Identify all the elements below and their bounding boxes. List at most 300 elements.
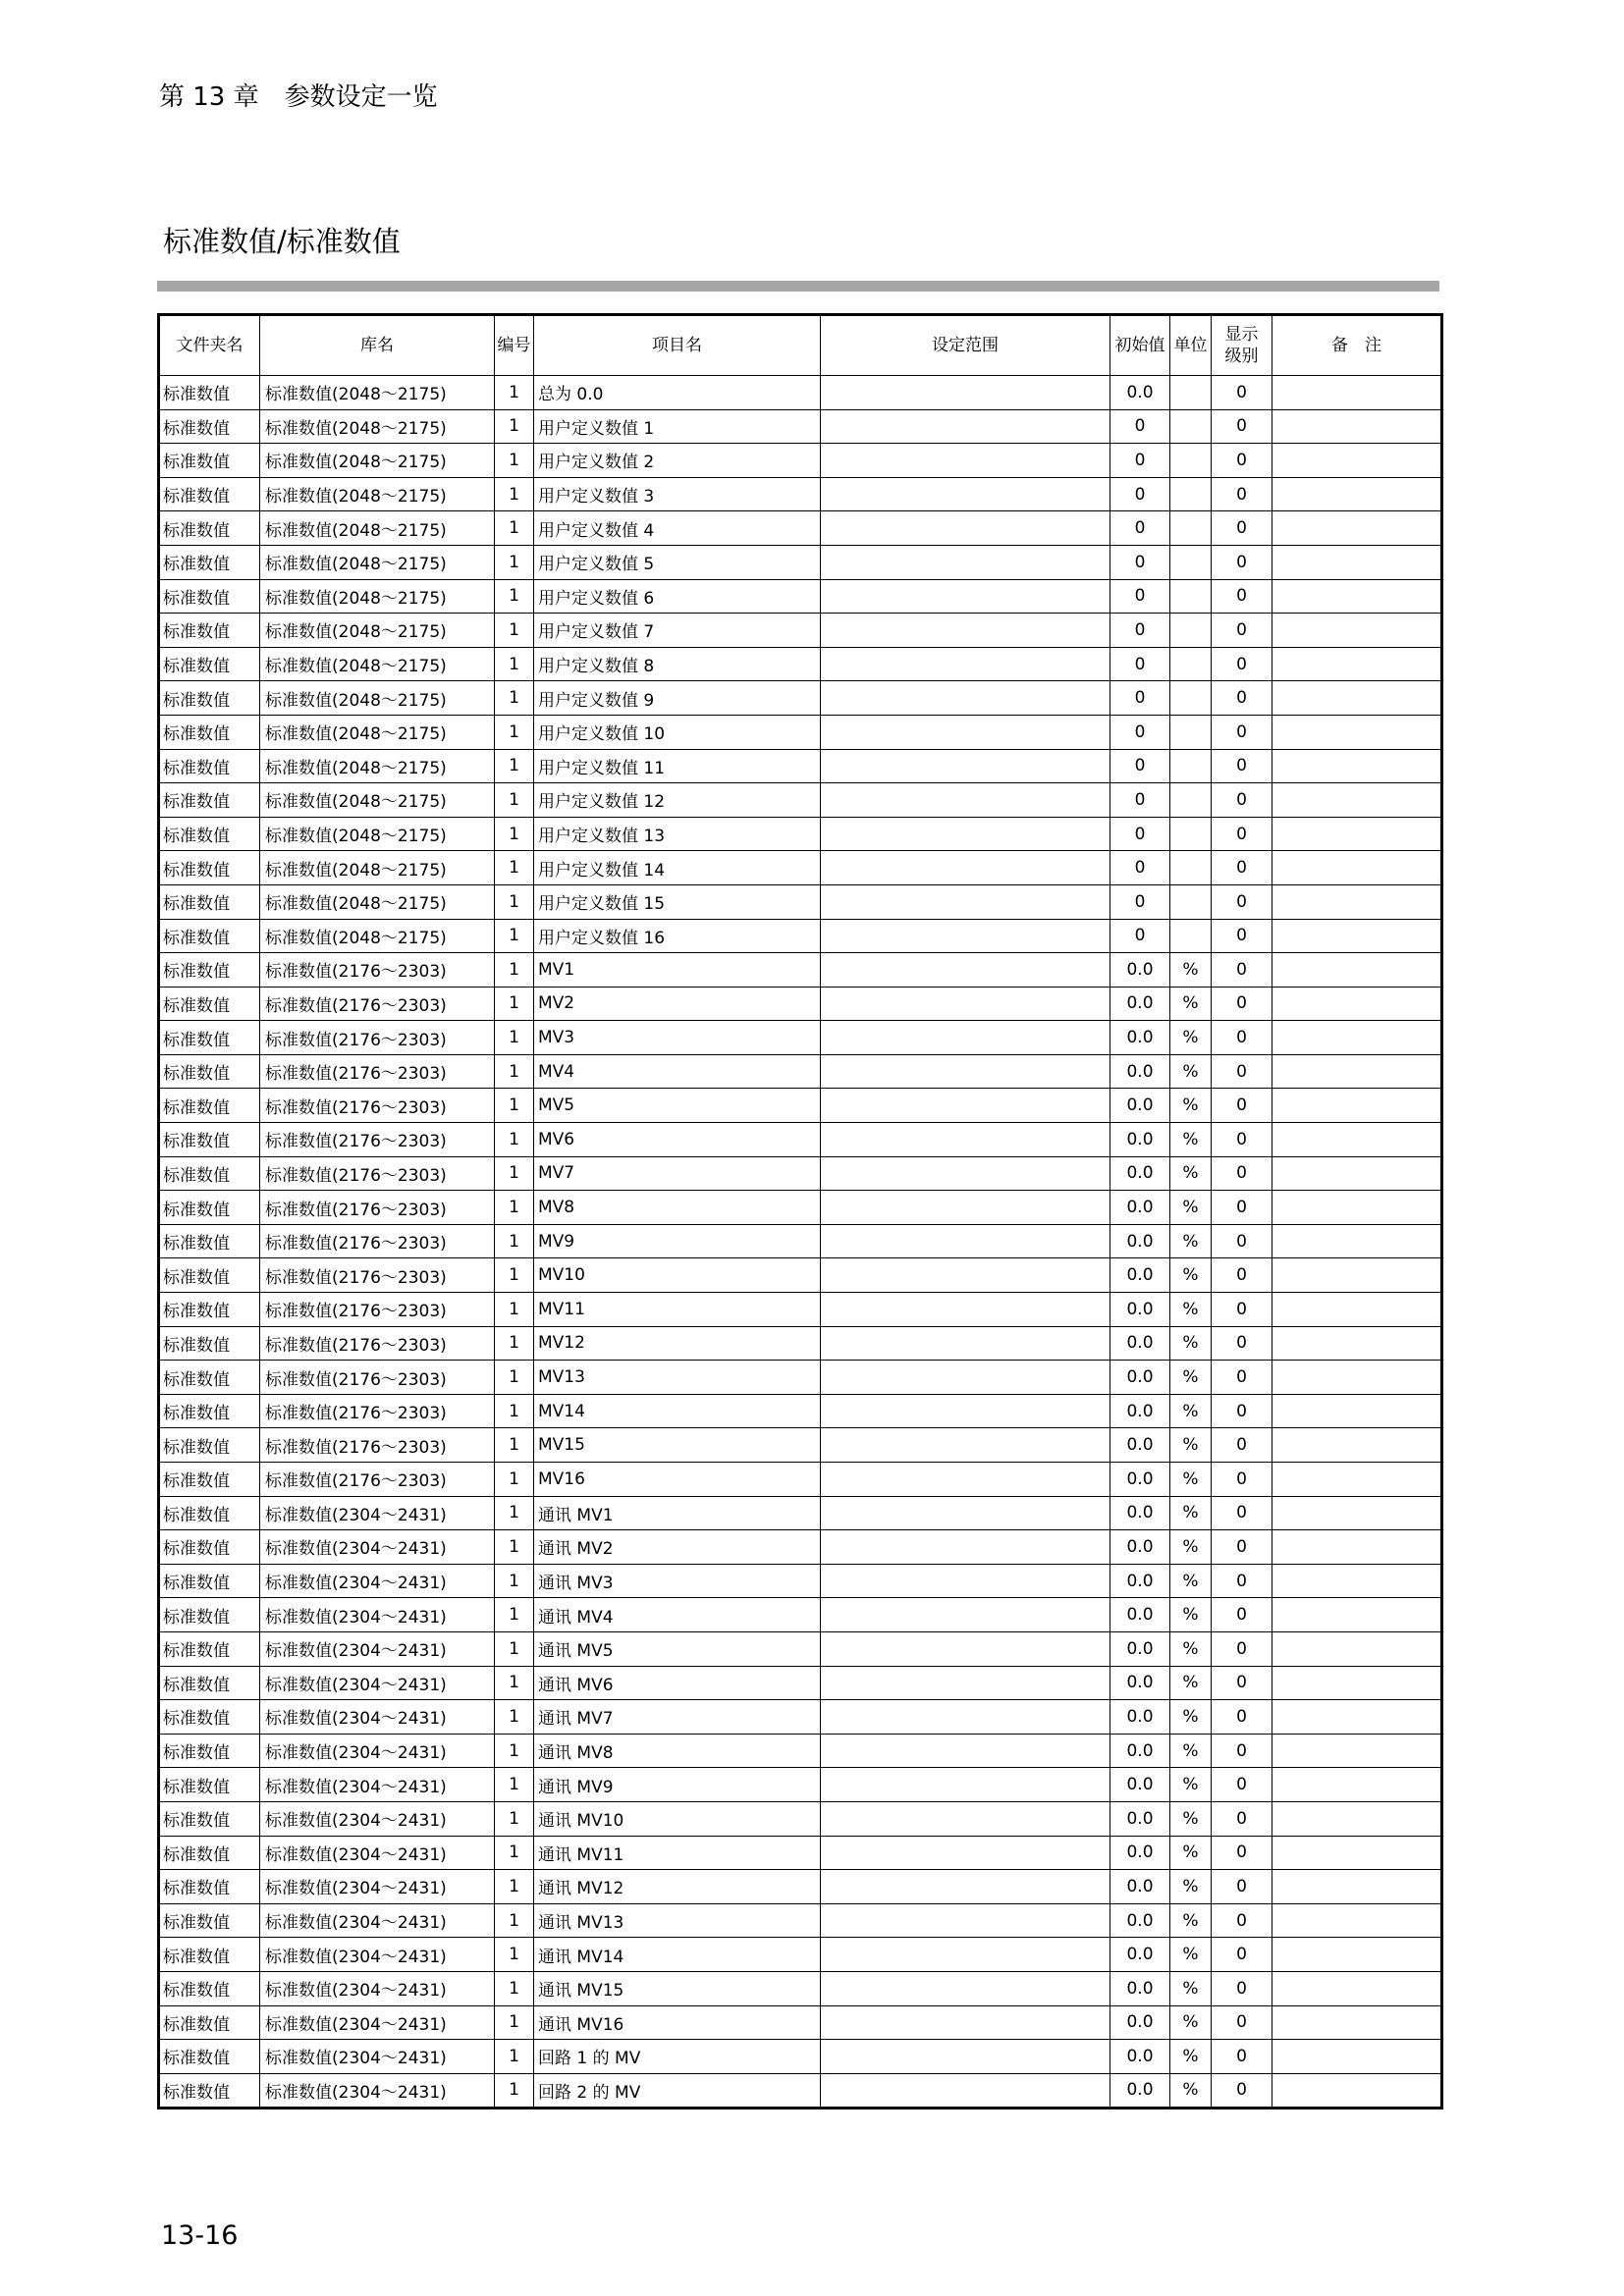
cell-initial: 0.0 [1110,1191,1170,1225]
cell-notes [1272,1021,1442,1055]
cell-item: 通讯 MV15 [534,1971,821,2005]
cell-notes [1272,1564,1442,1598]
cell-range [821,1700,1110,1735]
cell-library: 标准数值(2304～2431) [260,1768,495,1802]
cell-folder: 标准数值 [159,409,260,444]
cell-no: 1 [495,715,534,749]
cell-initial: 0 [1110,715,1170,749]
cell-range [821,579,1110,614]
cell-level: 0 [1212,1564,1272,1598]
cell-range [821,1870,1110,1904]
cell-item: 总为 0.0 [534,376,821,410]
cell-no: 1 [495,1224,534,1258]
cell-no: 1 [495,851,534,885]
cell-unit [1170,884,1212,919]
col-header-item: 项目名 [534,315,821,376]
cell-notes [1272,444,1442,478]
cell-no: 1 [495,1293,534,1327]
cell-initial: 0 [1110,884,1170,919]
cell-folder: 标准数值 [159,1021,260,1055]
cell-notes [1272,579,1442,614]
cell-notes [1272,1870,1442,1904]
cell-folder: 标准数值 [159,851,260,885]
cell-range [821,1903,1110,1938]
cell-notes [1272,817,1442,851]
table-row [159,783,1442,818]
cell-folder: 标准数值 [159,1054,260,1089]
table-row [159,1394,1442,1428]
cell-level: 0 [1212,884,1272,919]
cell-item: 用户定义数值 3 [534,477,821,511]
cell-notes [1272,1768,1442,1802]
cell-level: 0 [1212,987,1272,1021]
table-row [159,1463,1442,1497]
cell-notes [1272,1801,1442,1836]
cell-range [821,1463,1110,1497]
cell-notes [1272,1191,1442,1225]
cell-range [821,477,1110,511]
cell-no: 1 [495,1836,534,1870]
cell-initial: 0.0 [1110,1123,1170,1157]
cell-unit [1170,851,1212,885]
cell-no: 1 [495,2040,534,2074]
cell-unit [1170,409,1212,444]
cell-initial: 0 [1110,511,1170,546]
table-row [159,953,1442,988]
table-row [159,477,1442,511]
cell-no: 1 [495,1734,534,1768]
cell-library: 标准数值(2176～2303) [260,1054,495,1089]
cell-folder: 标准数值 [159,919,260,953]
table-row [159,715,1442,749]
cell-range [821,545,1110,579]
cell-level: 0 [1212,1361,1272,1395]
cell-item: 用户定义数值 1 [534,409,821,444]
cell-level: 0 [1212,1530,1272,1565]
cell-no: 1 [495,2073,534,2109]
cell-item: 通讯 MV8 [534,1734,821,1768]
cell-notes [1272,1394,1442,1428]
cell-no: 1 [495,477,534,511]
cell-level: 0 [1212,1801,1272,1836]
cell-item: 用户定义数值 16 [534,919,821,953]
cell-item: MV13 [534,1361,821,1395]
table-row [159,647,1442,681]
table-row [159,409,1442,444]
cell-notes [1272,1938,1442,1972]
cell-range [821,851,1110,885]
cell-unit [1170,614,1212,648]
table-row [159,851,1442,885]
cell-range [821,1224,1110,1258]
cell-folder: 标准数值 [159,987,260,1021]
cell-folder: 标准数值 [159,1496,260,1530]
cell-no: 1 [495,1768,534,1802]
cell-folder: 标准数值 [159,884,260,919]
cell-range [821,647,1110,681]
cell-item: 回路 1 的 MV [534,2040,821,2074]
table-row [159,1123,1442,1157]
cell-notes [1272,1463,1442,1497]
cell-item: 用户定义数值 15 [534,884,821,919]
cell-unit: % [1170,1530,1212,1565]
cell-item: 用户定义数值 12 [534,783,821,818]
cell-range [821,614,1110,648]
cell-level: 0 [1212,851,1272,885]
table-row [159,1971,1442,2005]
table-body [159,376,1442,2109]
cell-level: 0 [1212,409,1272,444]
table-row [159,1836,1442,1870]
cell-level: 0 [1212,1054,1272,1089]
cell-item: MV3 [534,1021,821,1055]
cell-library: 标准数值(2048～2175) [260,376,495,410]
cell-range [821,2005,1110,2040]
cell-range [821,953,1110,988]
cell-level: 0 [1212,1191,1272,1225]
cell-level: 0 [1212,783,1272,818]
table-row [159,1021,1442,1055]
cell-no: 1 [495,647,534,681]
table-row [159,1156,1442,1191]
cell-notes [1272,1631,1442,1666]
cell-range [821,1054,1110,1089]
cell-unit: % [1170,1394,1212,1428]
table-row [159,1631,1442,1666]
cell-unit [1170,579,1212,614]
cell-unit: % [1170,1326,1212,1361]
cell-notes [1272,477,1442,511]
cell-no: 1 [495,1564,534,1598]
cell-folder: 标准数值 [159,1768,260,1802]
cell-level: 0 [1212,477,1272,511]
cell-item: 通讯 MV2 [534,1530,821,1565]
table-row [159,614,1442,648]
cell-notes [1272,681,1442,716]
cell-unit: % [1170,1123,1212,1157]
table-row [159,1768,1442,1802]
cell-notes [1272,1530,1442,1565]
cell-folder: 标准数值 [159,1836,260,1870]
cell-initial: 0.0 [1110,1700,1170,1735]
cell-no: 1 [495,1089,534,1123]
cell-notes [1272,749,1442,783]
cell-initial: 0.0 [1110,1156,1170,1191]
table-row [159,1224,1442,1258]
cell-no: 1 [495,1801,534,1836]
section-title: 标准数值/标准数值 [163,225,401,258]
cell-folder: 标准数值 [159,2073,260,2109]
cell-no: 1 [495,1191,534,1225]
cell-folder: 标准数值 [159,545,260,579]
cell-initial: 0.0 [1110,1394,1170,1428]
cell-library: 标准数值(2176～2303) [260,1428,495,1463]
cell-no: 1 [495,511,534,546]
cell-range [821,1631,1110,1666]
cell-folder: 标准数值 [159,1598,260,1632]
cell-folder: 标准数值 [159,511,260,546]
cell-item: MV11 [534,1293,821,1327]
chapter-heading: 第 13 章 参数设定一览 [159,82,438,112]
cell-item: 通讯 MV10 [534,1801,821,1836]
cell-unit: % [1170,1903,1212,1938]
cell-library: 标准数值(2304～2431) [260,1496,495,1530]
cell-notes [1272,1428,1442,1463]
cell-no: 1 [495,1021,534,1055]
cell-level: 0 [1212,1700,1272,1735]
table-row [159,1293,1442,1327]
cell-folder: 标准数值 [159,1224,260,1258]
cell-initial: 0.0 [1110,1598,1170,1632]
cell-item: MV16 [534,1463,821,1497]
cell-level: 0 [1212,1768,1272,1802]
cell-folder: 标准数值 [159,1156,260,1191]
table-row [159,1326,1442,1361]
cell-no: 1 [495,614,534,648]
cell-library: 标准数值(2176～2303) [260,1258,495,1293]
parameter-table-container [157,313,1443,2109]
cell-unit [1170,647,1212,681]
cell-folder: 标准数值 [159,2005,260,2040]
cell-unit: % [1170,1768,1212,1802]
cell-initial: 0 [1110,409,1170,444]
cell-no: 1 [495,884,534,919]
cell-item: 用户定义数值 14 [534,851,821,885]
cell-notes [1272,1123,1442,1157]
cell-library: 标准数值(2304～2431) [260,1530,495,1565]
cell-unit [1170,545,1212,579]
cell-unit [1170,919,1212,953]
col-header-no: 编号 [495,315,534,376]
cell-notes [1272,614,1442,648]
cell-range [821,1971,1110,2005]
cell-level: 0 [1212,919,1272,953]
cell-folder: 标准数值 [159,783,260,818]
cell-level: 0 [1212,2005,1272,2040]
table-row [159,884,1442,919]
cell-initial: 0.0 [1110,1361,1170,1395]
cell-level: 0 [1212,953,1272,988]
table-row [159,681,1442,716]
cell-level: 0 [1212,579,1272,614]
cell-range [821,987,1110,1021]
table-row [159,1530,1442,1565]
cell-unit [1170,477,1212,511]
cell-folder: 标准数值 [159,579,260,614]
cell-item: 用户定义数值 5 [534,545,821,579]
cell-initial: 0.0 [1110,1224,1170,1258]
cell-initial: 0.0 [1110,1971,1170,2005]
cell-folder: 标准数值 [159,1700,260,1735]
cell-initial: 0 [1110,444,1170,478]
cell-unit: % [1170,1938,1212,1972]
cell-notes [1272,884,1442,919]
cell-unit: % [1170,2005,1212,2040]
cell-notes [1272,1734,1442,1768]
table-row [159,444,1442,478]
cell-folder: 标准数值 [159,1903,260,1938]
cell-library: 标准数值(2176～2303) [260,1463,495,1497]
cell-item: 通讯 MV7 [534,1700,821,1735]
cell-range [821,2073,1110,2109]
page-number: 13-16 [161,2220,239,2251]
cell-unit: % [1170,1224,1212,1258]
cell-unit: % [1170,1598,1212,1632]
cell-level: 0 [1212,647,1272,681]
col-header-unit: 单位 [1170,315,1212,376]
cell-library: 标准数值(2048～2175) [260,579,495,614]
cell-item: 通讯 MV5 [534,1631,821,1666]
cell-range [821,1938,1110,1972]
cell-level: 0 [1212,2073,1272,2109]
cell-folder: 标准数值 [159,1326,260,1361]
cell-level: 0 [1212,1156,1272,1191]
cell-range [821,1496,1110,1530]
cell-notes [1272,1293,1442,1327]
cell-no: 1 [495,1054,534,1089]
cell-library: 标准数值(2304～2431) [260,1598,495,1632]
cell-range [821,1123,1110,1157]
cell-item: 通讯 MV11 [534,1836,821,1870]
cell-unit: % [1170,1293,1212,1327]
cell-notes [1272,953,1442,988]
col-header-library: 库名 [260,315,495,376]
cell-folder: 标准数值 [159,681,260,716]
cell-initial: 0 [1110,919,1170,953]
cell-level: 0 [1212,614,1272,648]
cell-item: MV15 [534,1428,821,1463]
cell-library: 标准数值(2304～2431) [260,2040,495,2074]
table-row [159,1361,1442,1395]
cell-item: 通讯 MV13 [534,1903,821,1938]
cell-level: 0 [1212,1293,1272,1327]
cell-library: 标准数值(2048～2175) [260,884,495,919]
cell-initial: 0.0 [1110,2073,1170,2109]
cell-folder: 标准数值 [159,376,260,410]
cell-folder: 标准数值 [159,1394,260,1428]
cell-notes [1272,1156,1442,1191]
cell-unit [1170,783,1212,818]
cell-unit: % [1170,1700,1212,1735]
cell-level: 0 [1212,817,1272,851]
cell-library: 标准数值(2048～2175) [260,919,495,953]
cell-item: 用户定义数值 13 [534,817,821,851]
cell-folder: 标准数值 [159,477,260,511]
cell-item: 用户定义数值 9 [534,681,821,716]
table-row [159,1903,1442,1938]
table-row [159,1734,1442,1768]
cell-notes [1272,715,1442,749]
cell-level: 0 [1212,1258,1272,1293]
cell-item: MV4 [534,1054,821,1089]
cell-notes [1272,1089,1442,1123]
cell-library: 标准数值(2304～2431) [260,1564,495,1598]
cell-level: 0 [1212,749,1272,783]
cell-notes [1272,1054,1442,1089]
cell-initial: 0.0 [1110,1801,1170,1836]
cell-item: 用户定义数值 7 [534,614,821,648]
cell-unit: % [1170,1801,1212,1836]
cell-notes [1272,511,1442,546]
cell-no: 1 [495,1463,534,1497]
cell-initial: 0.0 [1110,1463,1170,1497]
cell-level: 0 [1212,1089,1272,1123]
cell-library: 标准数值(2176～2303) [260,1394,495,1428]
cell-unit: % [1170,2073,1212,2109]
table-row [159,579,1442,614]
table-row [159,919,1442,953]
cell-level: 0 [1212,1496,1272,1530]
cell-no: 1 [495,987,534,1021]
cell-no: 1 [495,749,534,783]
cell-range [821,1326,1110,1361]
cell-initial: 0.0 [1110,1326,1170,1361]
cell-range [821,1089,1110,1123]
table-row [159,1191,1442,1225]
cell-folder: 标准数值 [159,1734,260,1768]
cell-level: 0 [1212,1903,1272,1938]
cell-level: 0 [1212,511,1272,546]
section-divider [157,281,1439,292]
cell-library: 标准数值(2304～2431) [260,2073,495,2109]
cell-notes [1272,1700,1442,1735]
cell-item: MV10 [534,1258,821,1293]
cell-initial: 0.0 [1110,1564,1170,1598]
cell-initial: 0.0 [1110,1428,1170,1463]
cell-range [821,409,1110,444]
cell-range [821,376,1110,410]
table-row [159,1258,1442,1293]
cell-no: 1 [495,817,534,851]
cell-level: 0 [1212,1836,1272,1870]
cell-level: 0 [1212,2040,1272,2074]
cell-initial: 0.0 [1110,1903,1170,1938]
cell-folder: 标准数值 [159,1089,260,1123]
cell-library: 标准数值(2048～2175) [260,614,495,648]
cell-unit: % [1170,1054,1212,1089]
cell-no: 1 [495,444,534,478]
cell-initial: 0.0 [1110,953,1170,988]
cell-library: 标准数值(2304～2431) [260,1631,495,1666]
cell-no: 1 [495,1361,534,1395]
cell-initial: 0.0 [1110,1089,1170,1123]
cell-item: 用户定义数值 6 [534,579,821,614]
cell-notes [1272,2040,1442,2074]
cell-no: 1 [495,1258,534,1293]
cell-range [821,884,1110,919]
cell-folder: 标准数值 [159,1123,260,1157]
col-header-level [1212,315,1272,376]
cell-initial: 0 [1110,783,1170,818]
cell-item: MV6 [534,1123,821,1157]
cell-level: 0 [1212,545,1272,579]
table-row [159,1564,1442,1598]
cell-initial: 0.0 [1110,1734,1170,1768]
cell-level: 0 [1212,1021,1272,1055]
cell-range [821,511,1110,546]
col-header-notes: 备 注 [1272,315,1442,376]
cell-item: 回路 2 的 MV [534,2073,821,2109]
cell-notes [1272,919,1442,953]
cell-range [821,1394,1110,1428]
cell-range [821,817,1110,851]
cell-no: 1 [495,1496,534,1530]
cell-folder: 标准数值 [159,1191,260,1225]
parameter-table [157,313,1443,2109]
cell-item: MV7 [534,1156,821,1191]
cell-item: 通讯 MV16 [534,2005,821,2040]
cell-initial: 0.0 [1110,1768,1170,1802]
